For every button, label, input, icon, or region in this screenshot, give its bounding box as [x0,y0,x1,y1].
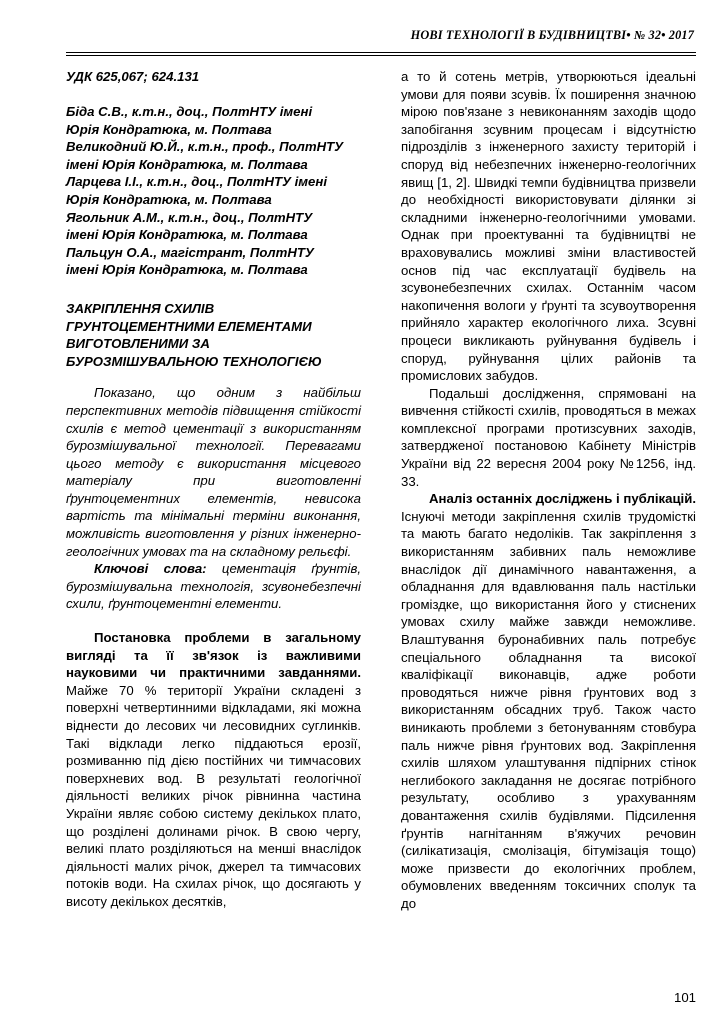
author-line: імені Юрія Кондратюка, м. Полтава [66,156,308,172]
section-postanovka-problemy [66,629,361,911]
author-block [66,103,361,279]
author-line: Юрія Кондратюка, м. Полтава [66,191,272,207]
abstract-paragraph: Показано, що одним з найбільш перспективних методів підвищення стійкості схилів є метод цементації з використанням бурозмішувальної технології. Перевагами цього методу є використання місцевого матеріалу при виготовленні ґрунтоцементних елементів, невисока вартість та мінімальні терміни виконання, можливість виготовлення у різних інженерно-геологічних умовах та на складному рельєфі. [66,385,361,559]
left-column [66,68,361,972]
author-line: Пальцун О.А., магістрант, ПолтНТУ [66,244,314,260]
author-line: Біда С.В., к.т.н., доц., ПолтНТУ імені [66,104,313,119]
article-title-line: ЗАКРІПЛЕННЯ СХИЛІВ [66,300,215,316]
article-title [66,300,361,370]
two-column-body [66,68,696,972]
author-line: імені Юрія Кондратюка, м. Полтава [66,227,308,243]
keywords-paragraph [66,560,361,613]
section-body-text: Майже 70 % території України складені з поверхні четвертинними відкладами, які можна віднести до лесових чи лесовидних суглинків. Такі відклади легко піддаються ерозії, розмиванню під дією постійних чи тимчасових поверхневих вод. В результаті геологічної діяльності великих річок рівнинна частина України являє собою систему декількох плато, що розділені долинами річок. В свою чергу, великі плато розділяються на менші внаслідок діяльності малих річок, джерел та тимчасових потоків води. На схилах річок, що досягають у висоту декількох десятків, [66,682,361,909]
article-title-line: БУРОЗМІШУВАЛЬНОЮ ТЕХНОЛОГІЄЮ [66,353,322,369]
keywords-text: цементація ґрунтів, бурозмішувальна технологія, зсувонебезпечні схили, ґрунтоцементні елементи. [66,561,362,612]
author-line: Ларцева І.І., к.т.н., доц., ПолтНТУ імені [66,174,327,190]
author-line: Великодний Ю.Й., к.т.н., проф., ПолтНТУ [66,139,344,155]
header-double-rule [66,52,696,56]
author-line: Юрія Кондратюка, м. Полтава [66,121,272,137]
section-heading-run-in: Постановка проблеми в загальному вигляді та її зв'язок із важливими науковими чи практичними завданнями. [66,630,361,681]
author-line: імені Юрія Кондратюка, м. Полтава [66,262,308,278]
section-heading-run-in: Аналіз останніх досліджень і публікацій. [429,491,696,507]
keywords-label: Ключові слова: [94,561,207,577]
page-number: 101 [673,990,696,1005]
author-line: Ягольник А.М., к.т.н., доц., ПолтНТУ [66,209,313,225]
continuation-paragraph: а то й сотень метрів, утворюються ідеальні умови для появи зсувів. Їх поширення значною мірою пов'язане з невиконанням заходів щодо запобігання зсувним процесам і відсутністю підрозділів з інженерного захисту територій і споруд від небезпечних інженерно-геологічних явищ [1, 2]. Швидкі темпи будівництва призвели до необхідності використовувати ділянки зі складними інженерно-геологічними умовами. Однак при проектуванні та будівництві не враховувались можливі зміни властивостей основ під час експлуатації будівель на зсувонебезпечних схилах. Останнім часом накопичення вологи у ґрунті та зсувоутворення прийняло характер екологічного лиха. Зсувні процеси викликають руйнування будівель і споруд, руйнування цілих районів та промислових забудов. [401,69,696,384]
running-head [66,28,696,50]
right-column [401,68,696,972]
section-body-text: Існуючі методи закріплення схилів трудомісткі та мають багато недоліків. Так закріплення з використанням забивних паль неможливе внаслідок дії динамічного навантаження, а обладнання для вдавлювання паль настільки громіздке, що використання його у стиснених умовах схилу майже завжди неможливе. Влаштування буронабивних паль потребує спеціального обладнання та високої кваліфікації виконавців, адже роботи проводяться нижче рівня ґрунтових вод з використанням обсадних труб. Також часто виникають проблеми з бетонуванням стовбура паль нижче рівня ґрунтових вод. Закріплення схилів шляхом улаштування підпірних стінок неглибокого закладання не досягає потрібного результату, особливо з урахуванням довантаження схилів будівлями. Підсилення ґрунтів нагнітанням в'яжучих речовин (силікатизація, смолізація, бітумізація тощо) може призвести до екологічних проблем, обумовлених введенням токсичних сполук та до [401,508,696,911]
udk-line: УДК 625,067; 624.131 [66,69,200,84]
article-title-line: ВИГОТОВЛЕНИМИ ЗА [66,336,210,352]
section-analiz-doslidzhen [401,490,696,912]
running-head-text: НОВІ ТЕХНОЛОГІЇ В БУДІВНИЦТВІ• № 32• 2017 [410,28,694,42]
article-title-line: ГРУНТОЦЕМЕНТНИМИ ЕЛЕМЕНТАМИ [66,318,312,334]
further-research-paragraph: Подальші дослідження, спрямовані на вивчення стійкості схилів, проводяться в межах комплексної програми протизсувних заходів, затвердженої постановою Кабінету Міністрів України від 22 вересня 2004 року №1256, інд. 33. [401,385,696,489]
